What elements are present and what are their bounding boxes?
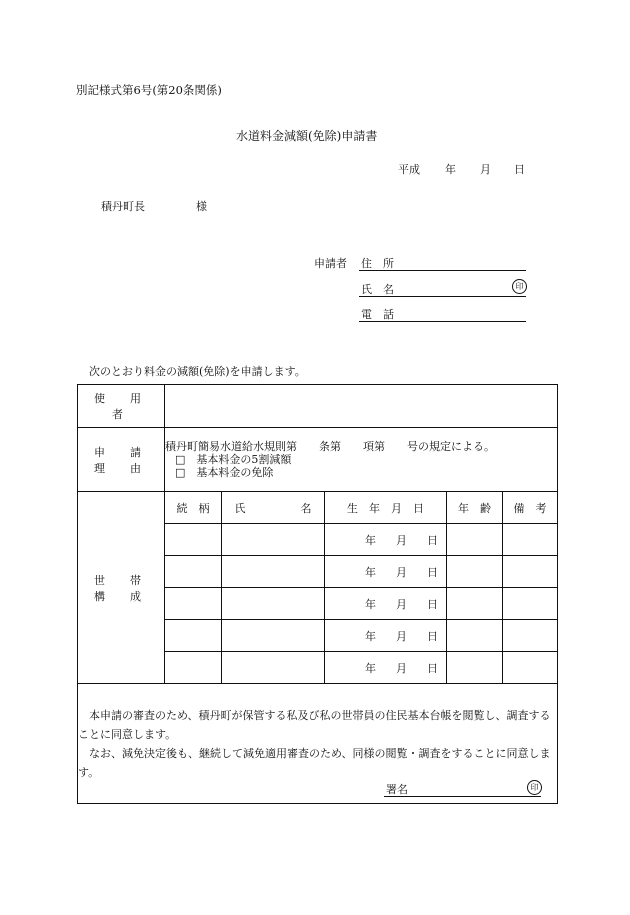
age-field[interactable] <box>447 652 503 684</box>
relation-field[interactable] <box>165 556 222 588</box>
year-unit: 年 <box>365 629 376 643</box>
reason-text: 積丹町簡易水道給水規則第 条第 項第 号の規定による。 <box>165 440 495 453</box>
seal-icon: 印 <box>512 279 527 294</box>
form-title: 水道料金減額(免除)申請書 <box>236 129 378 143</box>
age-field[interactable] <box>447 524 503 556</box>
month-unit: 月 <box>396 533 407 547</box>
reason-label: 申 請 理 由 <box>78 428 165 492</box>
signature-field[interactable] <box>384 796 541 797</box>
date-day: 日 <box>514 163 525 176</box>
name-field[interactable] <box>222 620 325 652</box>
intro-text: 次のとおり料金の減額(免除)を申請します。 <box>89 365 306 378</box>
name-field[interactable] <box>359 296 526 297</box>
notes-field[interactable] <box>503 556 558 588</box>
addressee-honorific: 様 <box>196 200 207 213</box>
col-birthdate: 生 年 月 日 <box>325 492 447 524</box>
relation-field[interactable] <box>165 588 222 620</box>
birthdate-field[interactable] <box>325 524 447 556</box>
day-unit: 日 <box>427 661 438 675</box>
addressee-town: 積丹町長 <box>101 200 145 213</box>
month-unit: 月 <box>396 565 407 579</box>
name-field[interactable] <box>222 652 325 684</box>
signature-label: 署名 <box>386 783 408 796</box>
col-age: 年 齢 <box>447 492 503 524</box>
option-half-reduction[interactable]: □ 基本料金の5割減額 <box>175 453 292 466</box>
reason-row <box>78 428 558 492</box>
notes-field[interactable] <box>503 620 558 652</box>
applicant-label: 申請者 <box>314 257 347 270</box>
day-unit: 日 <box>427 597 438 611</box>
month-unit: 月 <box>396 597 407 611</box>
consent-cell <box>78 684 558 804</box>
relation-field[interactable] <box>165 524 222 556</box>
user-label: 使 用 者 <box>78 385 165 428</box>
relation-field[interactable] <box>165 652 222 684</box>
day-unit: 日 <box>427 565 438 579</box>
day-unit: 日 <box>427 533 438 547</box>
user-row <box>78 385 558 428</box>
reason-cell <box>165 428 558 492</box>
month-unit: 月 <box>396 629 407 643</box>
age-field[interactable] <box>447 620 503 652</box>
age-field[interactable] <box>447 556 503 588</box>
col-name: 氏 名 <box>222 492 325 524</box>
notes-field[interactable] <box>503 652 558 684</box>
address-label: 住 所 <box>361 257 394 270</box>
year-unit: 年 <box>365 565 376 579</box>
birthdate-field[interactable] <box>325 652 447 684</box>
day-unit: 日 <box>427 629 438 643</box>
birthdate-field[interactable] <box>325 588 447 620</box>
year-unit: 年 <box>365 661 376 675</box>
name-field[interactable] <box>222 556 325 588</box>
consent-paragraph-1: 本申請の審査のため、積丹町が保管する私及び私の世帯員の住民基本台帳を閲覧し、調査することに同意します。 <box>78 708 551 741</box>
user-field[interactable] <box>165 385 558 428</box>
consent-row <box>78 684 558 804</box>
birthdate-field[interactable] <box>325 620 447 652</box>
col-relation: 続 柄 <box>165 492 222 524</box>
date-month: 月 <box>480 163 491 176</box>
col-notes: 備 考 <box>503 492 558 524</box>
application-table <box>77 384 558 804</box>
option-exemption[interactable]: □ 基本料金の免除 <box>175 466 274 479</box>
name-label: 氏 名 <box>361 283 394 296</box>
signature-seal-icon: 印 <box>527 780 542 795</box>
phone-field[interactable] <box>359 321 526 322</box>
date-year: 年 <box>445 163 456 176</box>
relation-field[interactable] <box>165 620 222 652</box>
birthdate-field[interactable] <box>325 556 447 588</box>
name-field[interactable] <box>222 588 325 620</box>
month-unit: 月 <box>396 661 407 675</box>
form-number: 別記様式第6号(第20条関係) <box>76 83 222 97</box>
date-era: 平成 <box>398 163 420 176</box>
consent-paragraph-2: なお、減免決定後も、継続して減免適用審査のため、同様の閲覧・調査をすることに同意します。 <box>78 746 551 779</box>
address-field[interactable] <box>359 270 526 271</box>
notes-field[interactable] <box>503 588 558 620</box>
phone-label: 電 話 <box>361 308 394 321</box>
household-label: 世 帯 構 成 <box>78 492 165 684</box>
year-unit: 年 <box>365 533 376 547</box>
age-field[interactable] <box>447 588 503 620</box>
notes-field[interactable] <box>503 524 558 556</box>
name-field[interactable] <box>222 524 325 556</box>
household-header-row <box>78 492 558 524</box>
year-unit: 年 <box>365 597 376 611</box>
